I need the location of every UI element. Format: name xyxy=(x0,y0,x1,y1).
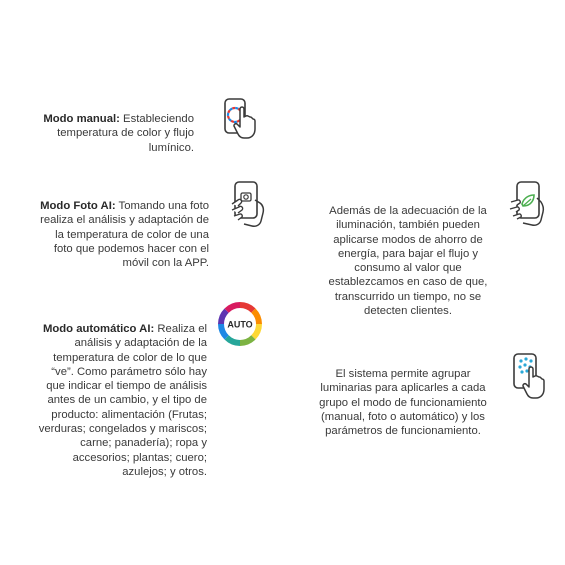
agrupar-line-3: grupo el modo de funcionamiento xyxy=(319,396,487,409)
ahorro-line-1: Además de la adecuación de la xyxy=(329,205,487,217)
ahorro-line-2: iluminación, también pueden xyxy=(336,219,480,232)
modo-manual-line-3: lumínico. xyxy=(148,141,194,154)
modo-foto-title: Modo Foto AI: xyxy=(40,200,116,212)
modo-foto-line-3: la temperatura de color de una xyxy=(55,228,209,241)
hand-phone-leaf-icon xyxy=(507,180,549,230)
ahorro-line-7: transcurrido un tiempo, no se xyxy=(334,290,482,303)
modo-foto-line-4: foto que podemos hacer con el xyxy=(53,242,209,255)
modo-foto-line-1: Tomando una foto xyxy=(115,200,209,212)
agrupar-line-4: (manual, foto o automático) y los xyxy=(321,410,485,423)
ahorro-energia-text xyxy=(318,204,498,318)
ahorro-line-5: consumo al valor que xyxy=(354,262,462,275)
modo-automatico-text xyxy=(17,322,207,479)
ahorro-line-6: establezcamos en caso de que, xyxy=(328,276,488,289)
hand-phone-group-icon xyxy=(511,350,553,402)
modo-automatico-line-10: accesorios; plantas; cuero; xyxy=(72,451,207,464)
modo-automatico-line-3: temperatura de color de lo que xyxy=(53,351,207,364)
modo-foto-line-2: realiza el análisis y adaptación de xyxy=(40,214,209,227)
agrupar-line-1: El sistema permite agrupar xyxy=(335,368,471,380)
modo-automatico-line-2: análisis y adaptación de la xyxy=(74,337,207,350)
modo-automatico-line-8: verduras; congelados y mariscos; xyxy=(38,423,207,436)
agrupar-line-2: luminarias para aplicarles a cada xyxy=(320,382,486,395)
modo-foto-line-5: móvil con la APP. xyxy=(122,257,209,270)
agrupar-text xyxy=(303,367,503,438)
modo-manual-line-1: Estableciendo xyxy=(119,113,194,125)
modo-manual-title: Modo manual: xyxy=(43,113,120,125)
modo-automatico-title: Modo automático AI: xyxy=(42,323,155,335)
modo-foto-text xyxy=(19,199,209,270)
modo-automatico-line-6: antes de un cambio, y el tipo de xyxy=(47,394,207,407)
modo-automatico-line-5: que indicar el tiempo de análisis xyxy=(46,380,207,393)
auto-color-wheel-icon xyxy=(218,302,262,346)
hand-phone-camera-icon xyxy=(229,180,271,230)
ahorro-line-3: aplicarse modos de ahorro de xyxy=(333,233,483,246)
modo-manual-line-2: temperatura de color y flujo xyxy=(57,127,194,140)
modo-automatico-line-9: carne; panadería); ropa y xyxy=(80,437,207,450)
modo-automatico-line-4: “ve”. Como parámetro sólo hay xyxy=(51,365,207,378)
hand-phone-color-wheel-icon xyxy=(222,97,264,147)
modo-automatico-line-7: producto: alimentación (Frutas; xyxy=(51,408,207,421)
ahorro-line-8: detecten clientes. xyxy=(364,305,452,318)
agrupar-line-5: parámetros de funcionamiento. xyxy=(325,425,481,438)
auto-label: AUTO xyxy=(227,319,253,330)
modo-automatico-line-1: Realiza el xyxy=(154,323,207,335)
ahorro-line-4: energía, para bajar el flujo y xyxy=(337,247,479,260)
modo-manual-text xyxy=(14,112,194,155)
modo-automatico-line-11: azulejos; y otros. xyxy=(122,465,207,478)
